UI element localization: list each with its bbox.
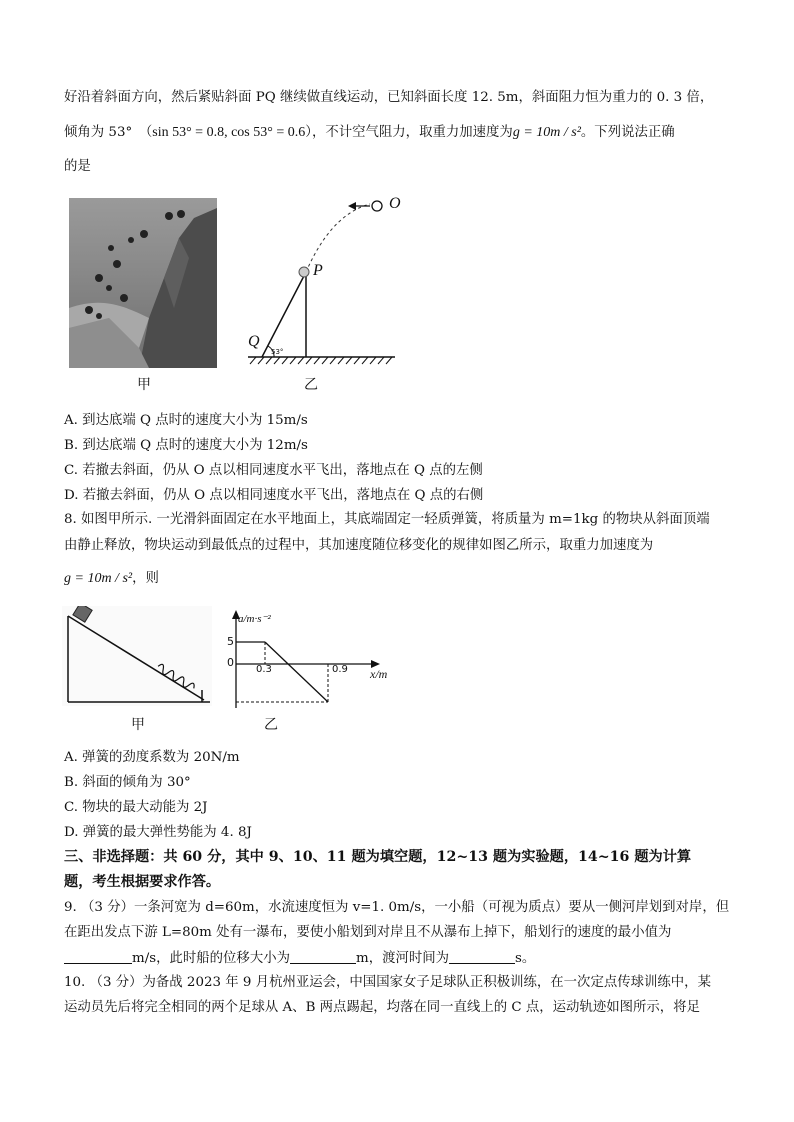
q8-gravity-formula: g = 10m / s² xyxy=(64,571,133,586)
tick-5: 5 xyxy=(227,635,234,648)
intro-line-2-c: 。下列说法正确 xyxy=(580,125,675,140)
stunt-photo-drawing xyxy=(69,198,217,368)
q8-line-3 xyxy=(64,570,159,588)
fig7-caption-right: 乙 xyxy=(304,377,318,393)
q10-line-2: 运动员先后将完全相同的两个足球从 A、B 两点踢起，均落在同一直线上的 C 点，运动轨迹如图所示，将足 xyxy=(64,1000,700,1015)
q8-option-b: B. 斜面的倾角为 30° xyxy=(64,775,191,790)
angle-label: 53° xyxy=(271,348,284,356)
tick-0-9: 0.9 xyxy=(332,664,348,675)
label-Q: Q xyxy=(248,333,260,350)
intro-line-2-a: 倾角为 53° （ xyxy=(64,125,153,140)
q9-line-3 xyxy=(64,949,535,968)
intro-line-2 xyxy=(64,124,675,142)
intro-line-3: 的是 xyxy=(64,159,91,174)
q7-option-c: C. 若撤去斜面，仍从 O 点以相同速度水平飞出，落地点在 Q 点的左侧 xyxy=(64,463,483,478)
trig-values: sin 53° = 0.8, cos 53° = 0.6 xyxy=(152,125,306,140)
tick-0-3: 0.3 xyxy=(256,664,272,675)
tick-0: 0 xyxy=(227,656,234,669)
fig8-caption-left: 甲 xyxy=(131,717,145,733)
fig7-caption-left: 甲 xyxy=(137,377,151,393)
q7-option-d: D. 若撤去斜面，仍从 O 点以相同速度水平飞出，落地点在 Q 点的右侧 xyxy=(64,488,484,503)
q8-line-3-b: ，则 xyxy=(132,571,159,586)
fig8-caption-right: 乙 xyxy=(264,717,278,733)
y-axis-label: a/m·s⁻² xyxy=(238,613,271,625)
spring-incline-diagram xyxy=(62,606,212,706)
q9-line-2: 在距出发点下游 L=80m 处有一瀑布，要使小船划到对岸且不从瀑布上掉下，船划行的速度的最小值为 xyxy=(64,925,672,940)
q10-line-1: 10. （3 分）为备战 2023 年 9 月杭州亚运会，中国国家女子足球队正积极训练，在一次定点传球训练中，某 xyxy=(64,975,711,990)
q8-option-c: C. 物块的最大动能为 2J xyxy=(64,800,208,815)
intro-line-1: 好沿着斜面方向，然后紧贴斜面 PQ 继续做直线运动，已知斜面长度 12. 5m，斜面阻力恒为重力的 0. 3 倍， xyxy=(64,90,714,105)
q9-line-3-a: m/s，此时船的位移大小为 xyxy=(132,951,290,966)
q7-option-a: A. 到达底端 Q 点时的速度大小为 15m/s xyxy=(64,413,308,428)
q8-option-a: A. 弹簧的劲度系数为 20N/m xyxy=(64,750,240,765)
gravity-formula: g = 10m / s² xyxy=(512,125,581,140)
q9-line-1: 9. （3 分）一条河宽为 d=60m，水流速度恒为 v=1. 0m/s，一小船（可视为质点）要从一侧河岸划到对岸，但 xyxy=(64,900,730,915)
section-3-heading-line-2: 题，考生根据要求作答。 xyxy=(64,874,221,890)
stunt-photo xyxy=(69,198,217,368)
q9-line-3-c: s。 xyxy=(515,951,536,966)
intro-line-2-b: ），不计空气阻力，取重力加速度为 xyxy=(305,125,513,140)
q8-line-1: 8. 如图甲所示. 一光滑斜面固定在水平地面上，其底端固定一轻质弹簧，将质量为 m=1kg 的物块从斜面顶端 xyxy=(64,512,710,527)
label-O: O xyxy=(389,195,401,212)
label-P: P xyxy=(313,262,323,279)
incline-diagram xyxy=(240,190,400,370)
q9-blank-1[interactable] xyxy=(64,949,132,964)
q8-line-2: 由静止释放，物块运动到最低点的过程中，其加速度随位移变化的规律如图乙所示，取重力加速度为 xyxy=(64,538,654,553)
section-3-heading-line-1: 三、非选择题：共 60 分，其中 9、10、11 题为填空题，12~13 题为实验题，14~16 题为计算 xyxy=(64,849,692,865)
q9-blank-3[interactable] xyxy=(449,949,515,964)
q8-option-d: D. 弹簧的最大弹性势能为 4. 8J xyxy=(64,825,252,840)
x-axis-label: x/m xyxy=(370,667,388,681)
q9-line-3-b: m，渡河时间为 xyxy=(356,951,450,966)
q9-blank-2[interactable] xyxy=(290,949,356,964)
q7-option-b: B. 到达底端 Q 点时的速度大小为 12m/s xyxy=(64,438,308,453)
